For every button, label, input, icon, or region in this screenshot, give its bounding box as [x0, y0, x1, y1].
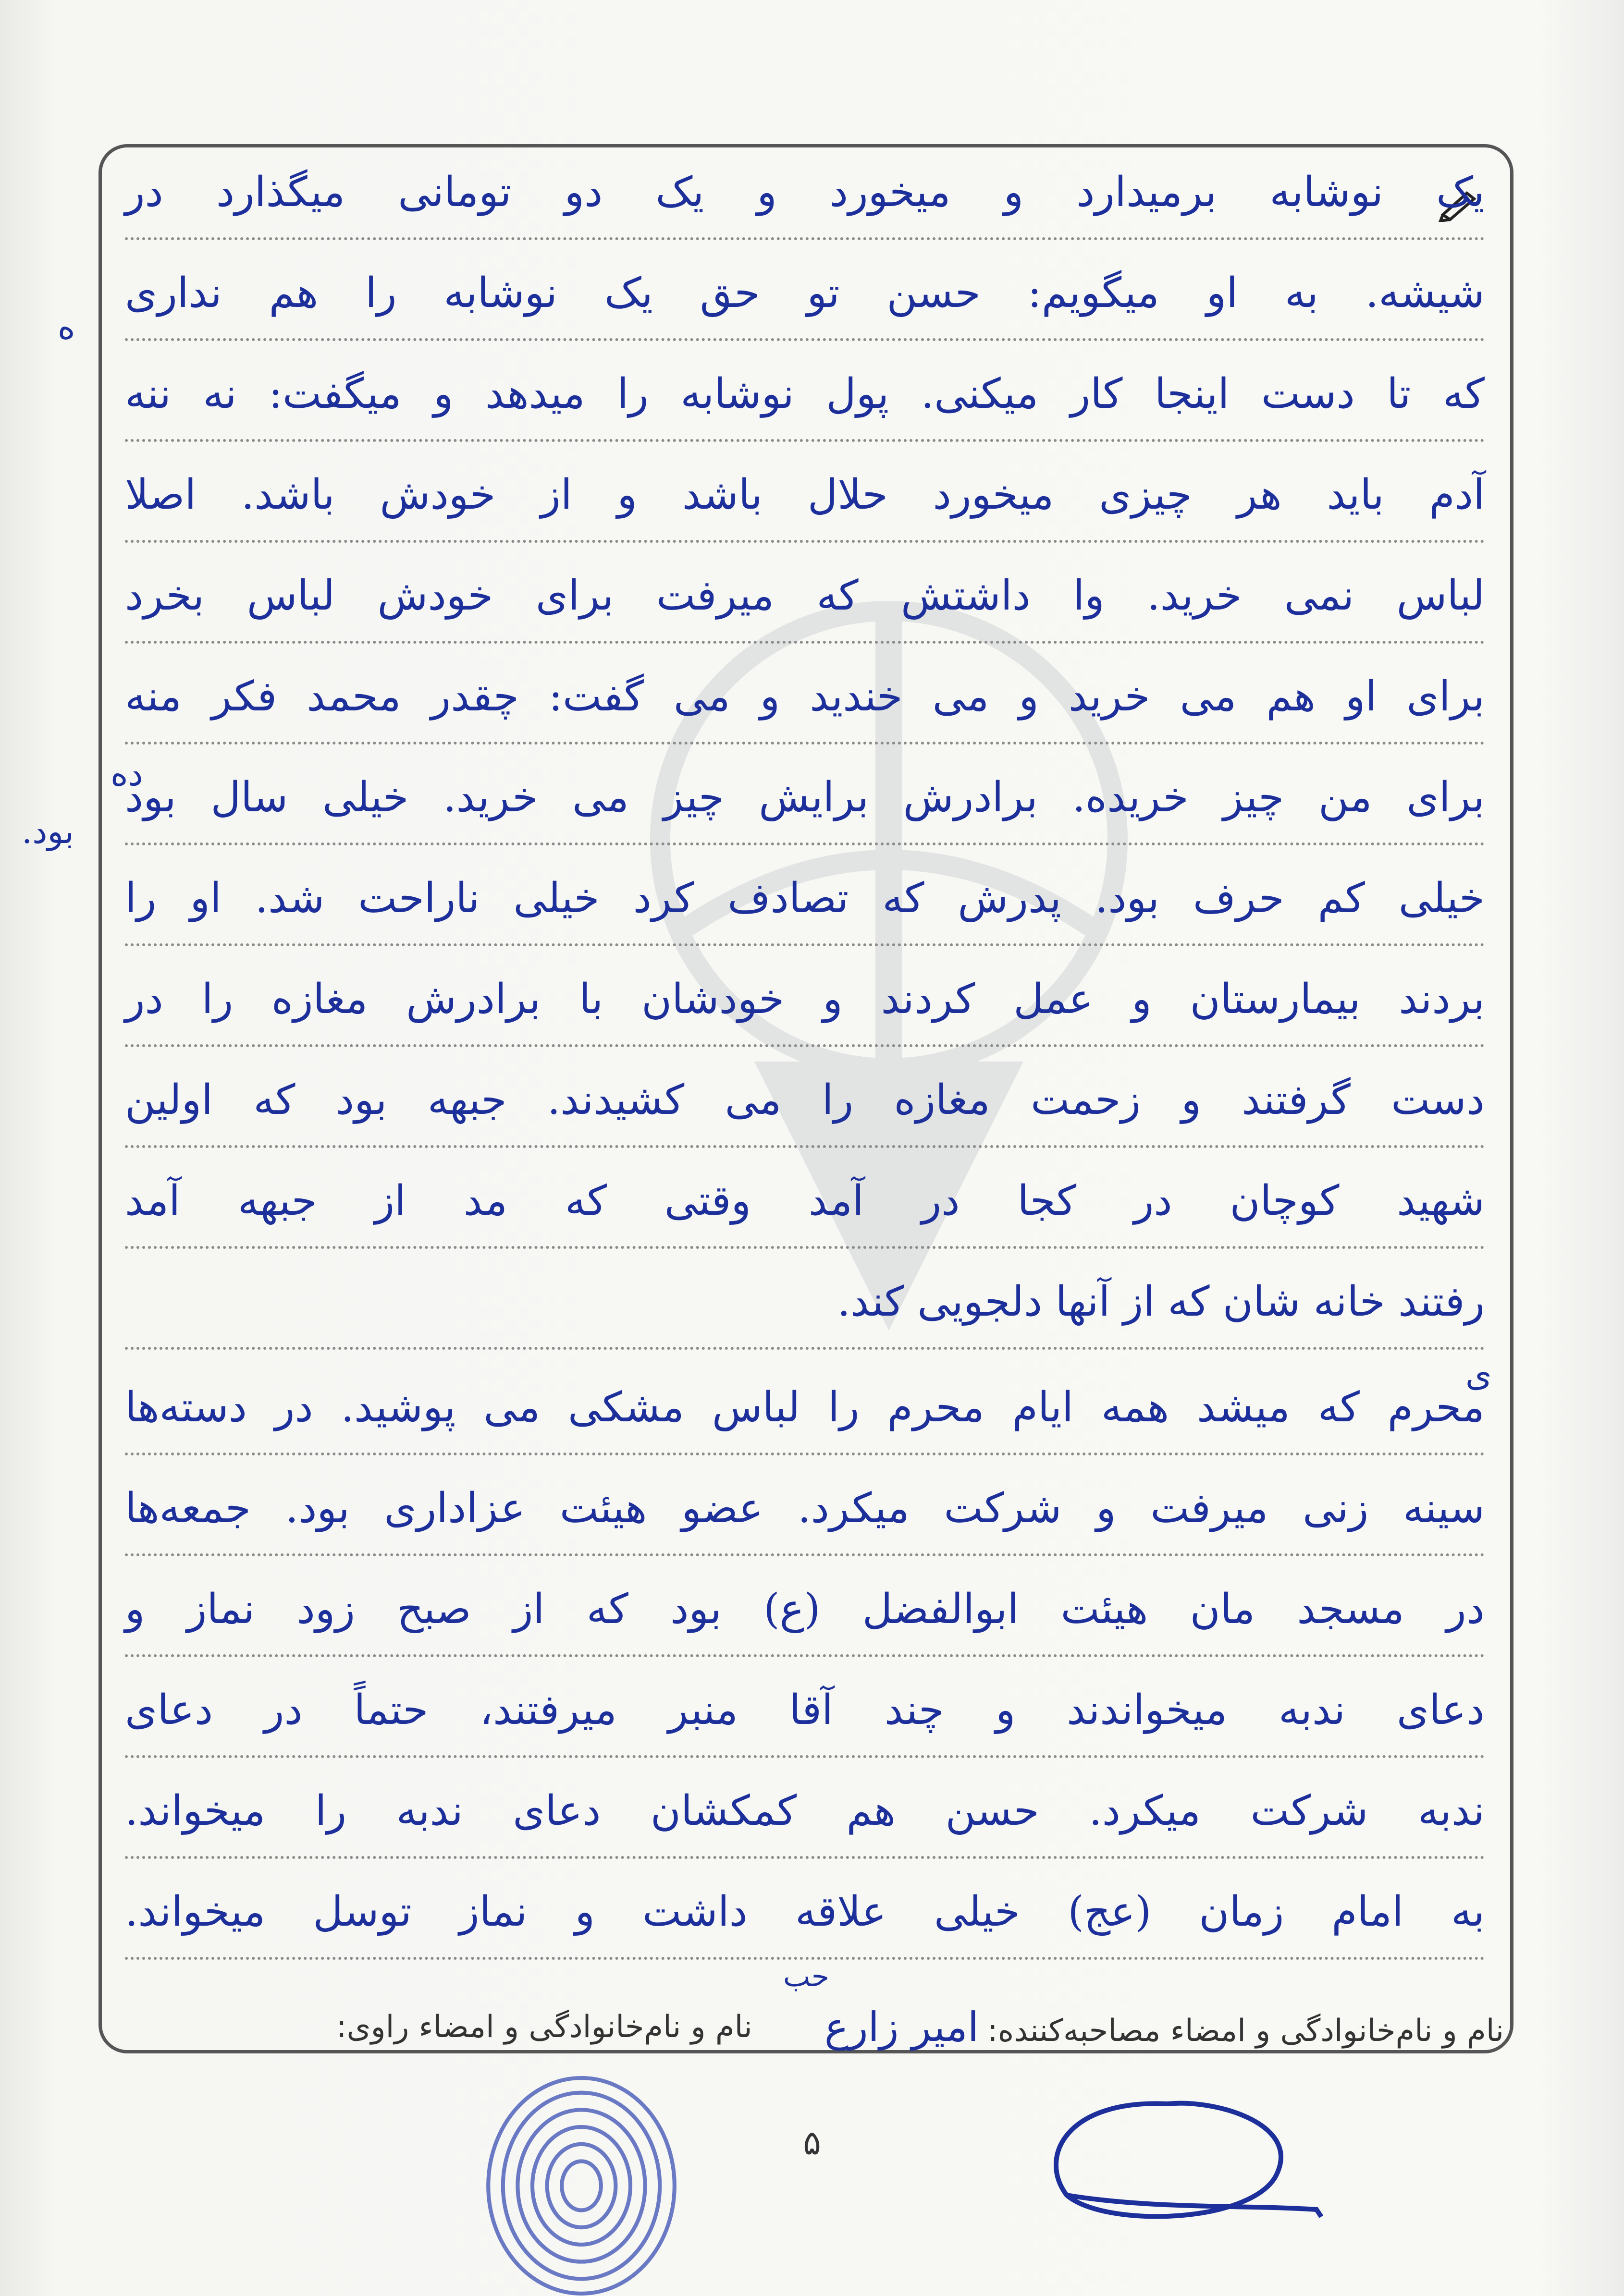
text-line: برای من چیز خریده. برادرش برایش چیز می خرید. خیلی سال بود	[125, 749, 1485, 845]
interviewer-signature-field	[816, 1998, 1504, 2056]
text-line: لباس نمی خرید. وا داشتش که میرفت برای خودش لباس بخرد	[125, 548, 1485, 644]
text-line: ندبه شرکت میکرد. حسن هم کمکشان دعای ندبه را میخواند.	[125, 1763, 1485, 1859]
interviewer-name-note: حب	[783, 1960, 830, 1993]
text-line: یک نوشابه برمیدارد و میخورد و یک دو تومانی میگذارد در	[125, 144, 1485, 240]
text-line: آدم باید هر چیزی میخورد حلال باشد و از خودش باشد. اصلا	[125, 447, 1485, 543]
narrator-label: نام و نام‌خانوادگی و امضاء راوی:	[336, 2009, 752, 2045]
text-line: به امام زمان (عج) خیلی علاقه داشت و نماز توسل میخواند.	[125, 1864, 1485, 1960]
margin-note: ه	[58, 307, 75, 347]
text-line: برای او هم می خرید و می خندید و می گفت: چقدر محمد فکر منه	[125, 648, 1485, 745]
narrator-signature-field	[336, 1998, 752, 2056]
margin-note: بود.	[22, 812, 74, 851]
page-number: ۵	[803, 2123, 821, 2162]
text-line: شهید کوچان در کجا در آمد وقتی که مد از جبهه آمد	[125, 1153, 1485, 1249]
text-line: سینه زنی میرفت و شرکت میکرد. عضو هیئت عزاداری بود. جمعه‌ها	[125, 1460, 1485, 1556]
fingerprint-image	[456, 2051, 706, 2296]
text-line: در مسجد مان هیئت ابوالفضل (ع) بود که از صبح زود نماز و	[125, 1561, 1485, 1657]
text-line: که تا دست اینجا کار میکنی. پول نوشابه را میدهد و میگفت: نه ننه	[125, 346, 1485, 442]
text-line: شیشه. به او میگویم: حسن تو حق یک نوشابه را هم نداری	[125, 245, 1485, 341]
text-line: محرم که میشد همه ایام محرم را لباس مشکی می پوشید. در دسته‌ها	[125, 1359, 1485, 1455]
margin-note: ی	[1465, 1355, 1492, 1394]
interviewer-label: نام و نام‌خانوادگی و امضاء مصاحبه‌کننده:	[987, 2013, 1504, 2049]
interviewer-name: امیر زارع	[824, 2003, 979, 2051]
margin-note: ده	[111, 754, 143, 794]
text-line: دست گرفتند و زحمت مغازه را می کشیدند. جبهه بود که اولین	[125, 1052, 1485, 1148]
text-line: بردند بیمارستان و عمل کردند و خودشان با برادرش مغازه را در	[125, 951, 1485, 1047]
signature-image	[1009, 2085, 1336, 2229]
text-line: دعای ندبه میخواندند و چند آقا منبر میرفتند، حتماً در دعای	[125, 1662, 1485, 1758]
text-line: رفتند خانه شان که از آنها دلجویی کند.	[125, 1254, 1485, 1350]
text-line: خیلی کم حرف بود. پدرش که تصادف کرد خیلی ناراحت شد. او را	[125, 850, 1485, 946]
